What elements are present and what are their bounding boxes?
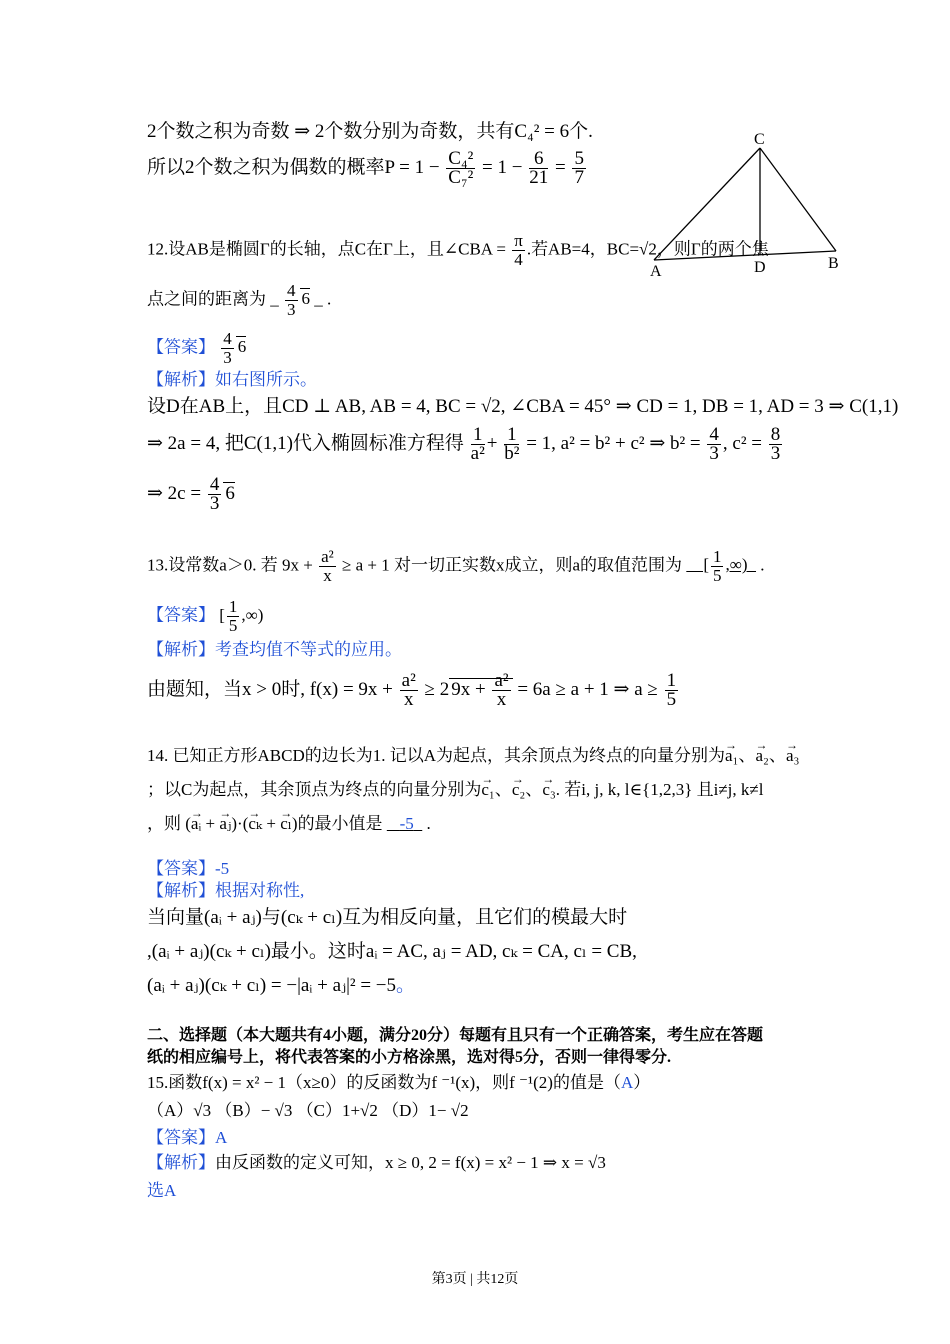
answer-12: 【答案】 $\frac{4}{3}$ 6	[147, 329, 247, 367]
solution-12-c: ⇒ 2c = $\frac{4}{3}$ 6	[147, 474, 235, 514]
analysis-15: 【解析】由反函数的定义可知，x ≥ 0, 2 = f(x) = x² − 1 ⇒ x = √3	[147, 1153, 606, 1172]
side-cb	[760, 148, 836, 251]
solution-15-choice: 选A	[147, 1181, 177, 1200]
solution-14-b: ,(aᵢ + aⱼ)(cₖ + cₗ)最小。这时aᵢ = AC, aⱼ = AD, cₖ = CA, cₗ = CB,	[147, 941, 637, 962]
answer-14: 【答案】-5	[147, 859, 230, 878]
question-15-options: （A）√3 （B）− √3 （C）1+√2 （D）1− √2	[147, 1101, 469, 1120]
line-1: 2个数之积为奇数 ⇒ 2个数分别为奇数，共有C₄² = 6个.	[147, 121, 593, 142]
label-a: A	[650, 263, 662, 280]
question-14-b: ；以C为起点，其余顶点为终点的向量分别为→ c₁、→ c₂、→ c₃. 若i, j, k, l∈{1,2,3} 且i≠j, k≠l	[147, 780, 763, 800]
answer-tag: 【答案】	[147, 337, 215, 357]
analysis-13: 【解析】考查均值不等式的应用。	[147, 640, 402, 659]
label-d: D	[754, 259, 766, 276]
analysis-14: 【解析】根据对称性,	[147, 881, 305, 900]
label-b: B	[828, 255, 839, 272]
question-13: 13.设常数a＞0. 若 9x + $\frac{\text{a²}}{x}$ ≥ a + 1 对一切正实数x成立，则a的取值范围为 [ $\frac{1}{5}$ ,∞) .	[147, 547, 765, 585]
question-12: 12.设AB是椭圆Γ的长轴，点C在Γ上，且∠CBA = $\frac{\pi}{4}$ .若AB=4，BC=√2，则Γ的两个焦	[147, 231, 769, 269]
answer-13: 【答案】 [ $\frac{1}{5}$ ,∞)	[147, 597, 264, 635]
section-2-heading-a: 二、选择题（本大题共有4小题，满分20分）每题有且只有一个正确答案，考生应在答题	[147, 1027, 764, 1044]
analysis-12: 【解析】如右图所示。	[147, 370, 317, 389]
solution-12-b: ⇒ 2a = 4, 把C(1,1)代入椭圆标准方程得 $\frac{1}{\text{a²}}$ + $\frac{1}{\text{b²}}$ = 1, a² = b² + c² ⇒ b² = $\frac{4}{3}$ , c² = $\frac{8}{3}$	[147, 424, 781, 464]
label-c: C	[754, 131, 765, 148]
page-footer: 第3页 | 共12页	[431, 1272, 519, 1287]
question-14-a: 14. 已知正方形ABCD的边长为1. 记以A为起点，其余顶点为终点的向量分别为→ a₁、→ a₂、→ a₃	[147, 746, 799, 766]
section-2-heading-b: 纸的相应编号上，将代表答案的小方格涂黑，选对得5分，否则一律得零分.	[147, 1049, 672, 1066]
question-12-cont: 点之间的距离为 _ $\frac{4}{3}$ 6 _ .	[147, 281, 332, 319]
solution-12-a: 设D在AB上，且CD ⊥ AB, AB = 4, BC = √2, ∠CBA = 45° ⇒ CD = 1, DB = 1, AD = 3 ⇒ C(1,1)	[147, 396, 899, 417]
answer-15: 【答案】A	[147, 1128, 228, 1147]
question-15: 15.函数f(x) = x² − 1（x≥0）的反函数为f ⁻¹(x)，则f ⁻¹(2)的值是（A）	[147, 1073, 651, 1092]
question-14-c: ，则 (→ aᵢ + → aⱼ)·(→ cₖ + → cₗ)的最小值是 -5 .	[147, 814, 431, 834]
solution-13: 由题知，当x > 0时, f(x) = 9x + $\frac{\text{a²}}{x}$ ≥ 2 9x + $\frac{\text{a²}}{x}$ = 6a ≥ a + 1 ⇒ a ≥ $\frac{1}{5}$	[147, 670, 677, 710]
solution-14-c: (aᵢ + aⱼ)(cₖ + cₗ) = −|aᵢ + aⱼ|² = −5。	[147, 975, 416, 996]
solution-14-a: 当向量(aᵢ + aⱼ)与(cₖ + cₗ)互为相反向量，且它们的模最大时	[147, 907, 628, 928]
line-2: 所以2个数之积为偶数的概率P = 1 − $\frac{\text{C₄²}}{\text{C₇²}}$ = 1 − $\frac{6}{21}$ = $\frac{5}{7}$	[147, 148, 584, 188]
